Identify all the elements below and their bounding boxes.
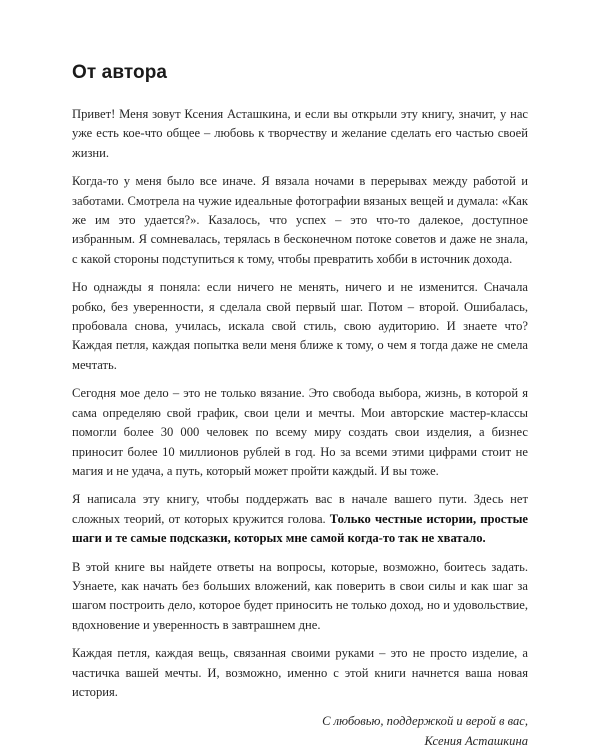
page-title: От автора — [72, 62, 168, 83]
paragraph-book-purpose-text: Я написала эту книгу, чтобы поддержать вас в начале вашего пути. Здесь нет сложных теорий, от которых кружится голова. — [72, 492, 528, 526]
paragraph-past: Когда-то у меня было все иначе. Я вязала ночами в перерывах между работой и заботами. Смотрела на чужие идеальные фотографии вязаных вещей и думала: «Как же им это удается?». Казалось, что успех – это что-то далекое, доступное избранным. Я сомневалась, терялась в бесконечном потоке советов и даже не знала, с какой стороны подступиться к тому, чтобы превратить хобби в источник дохода. — [72, 174, 528, 266]
document-page — [72, 62, 528, 751]
signature-author-name: Ксения Асташкина — [424, 733, 528, 748]
paragraph-greeting: Привет! Меня зовут Ксения Асташкина, и если вы открыли эту книгу, значит, у нас уже есть кое-что общее – любовь к творчеству и желание сделать его частью своей жизни. — [72, 107, 528, 160]
paragraph-first-step: Но однажды я поняла: если ничего не менять, ничего и не изменится. Сначала робко, без уверенности, я сделала свой первый шаг. Потом – второй. Ошибалась, пробовала снова, училась, искала свой стиль, свою аудиторию. И знаете что? Каждая петля, каждая попытка вели меня ближе к тому, о чем я тогда даже не смела мечтать. — [72, 280, 528, 372]
paragraph-dream: Каждая петля, каждая вещь, связанная своими руками – это не просто изделие, а частичка вашей мечты. И, возможно, именно с этой книги начнется ваша новая история. — [72, 646, 528, 699]
paragraph-answers: В этой книге вы найдете ответы на вопросы, которые, возможно, боитесь задать. Узнаете, как начать без больших вложений, как поверить в свои силы и как шаг за шагом построить дело, которое будет приносить не только доход, но и удовольствие, вдохновение и уверенность в завтрашнем дне. — [72, 559, 528, 632]
paragraph-today: Сегодня мое дело – это не только вязание. Это свобода выбора, жизнь, в которой я сама определяю свой график, свои цели и мечты. Мои авторские мастер-классы помогли более 30 000 человек по всему миру создать свои изделия, а бизнес приносит более 10 миллионов рублей в год. Но за всеми этими цифрами стоит не магия и не удача, а путь, который может пройти каждый. И вы тоже. — [72, 386, 528, 478]
signature-line-1: С любовью, поддержкой и верой в вас, — [322, 714, 528, 729]
paragraph-book-purpose — [72, 490, 528, 548]
signature — [72, 712, 528, 751]
paragraph-book-purpose-emphasis: Только честные истории, простые шаги и те самые подсказки, которых мне самой когда-то так не хватало. — [72, 511, 529, 546]
